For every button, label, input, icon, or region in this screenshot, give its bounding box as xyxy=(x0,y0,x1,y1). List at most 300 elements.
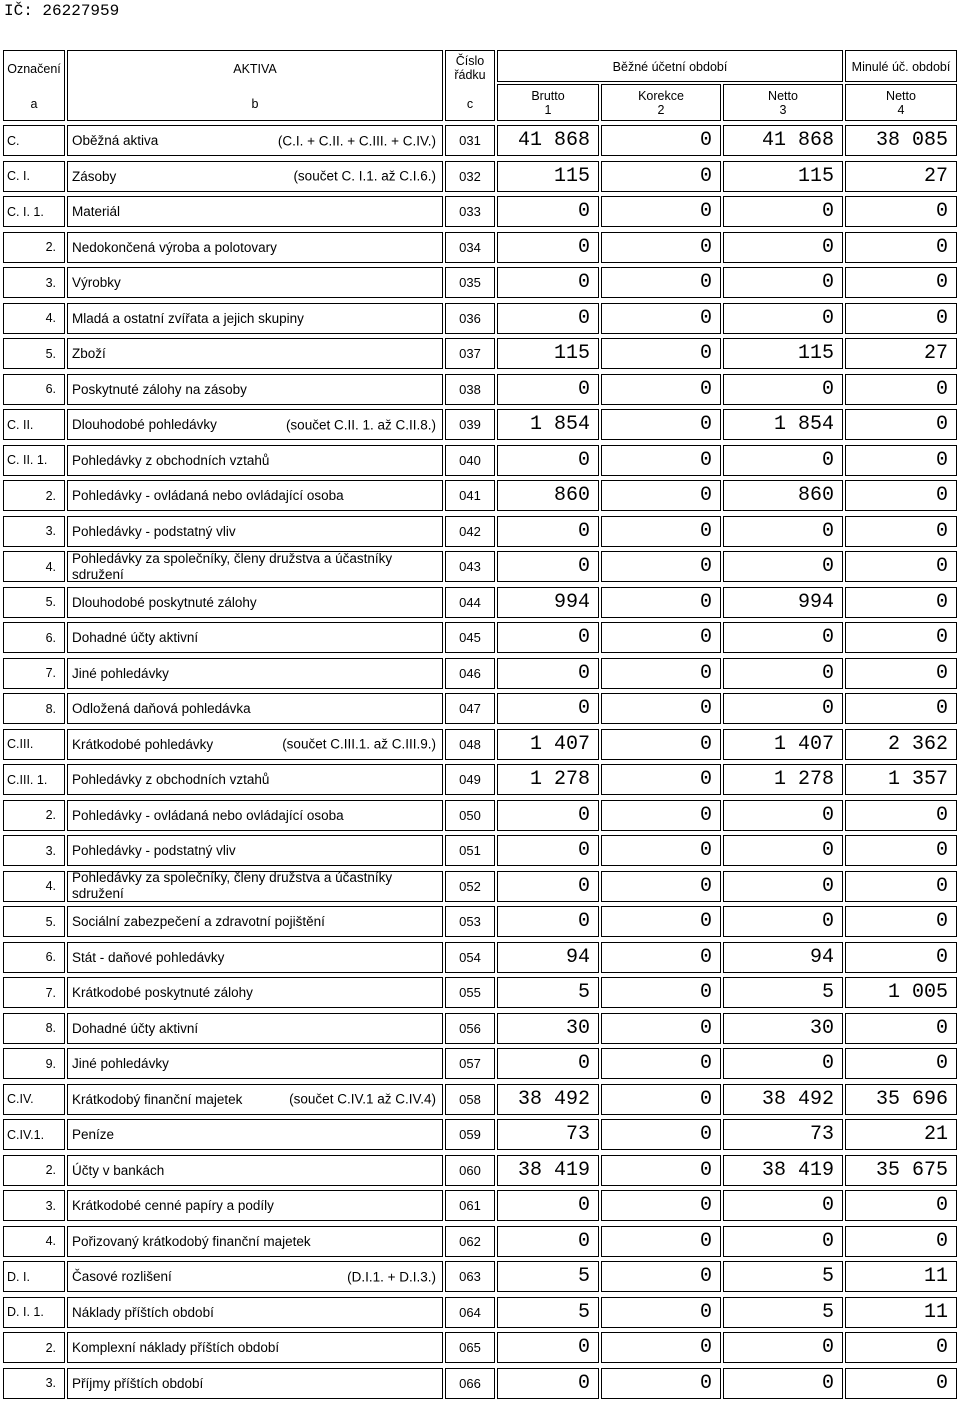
row-code: 6. xyxy=(3,622,65,653)
row-code: 3. xyxy=(3,835,65,866)
row-code: 6. xyxy=(3,374,65,405)
table-row xyxy=(3,585,957,621)
table-row xyxy=(3,727,957,763)
value-korekce: 0 xyxy=(601,267,721,298)
value-brutto: 0 xyxy=(497,551,599,582)
value-brutto: 0 xyxy=(497,303,599,334)
value-netto: 0 xyxy=(723,303,843,334)
row-number: 046 xyxy=(445,658,495,689)
value-brutto: 115 xyxy=(497,161,599,192)
value-netto-previous: 38 085 xyxy=(845,125,957,156)
value-netto: 0 xyxy=(723,445,843,476)
row-name xyxy=(67,303,443,334)
table-row xyxy=(3,336,957,372)
value-korekce: 0 xyxy=(601,338,721,369)
row-name xyxy=(67,1226,443,1257)
table-row xyxy=(3,940,957,976)
value-netto: 0 xyxy=(723,267,843,298)
table-row xyxy=(3,833,957,869)
value-korekce: 0 xyxy=(601,232,721,263)
value-netto: 115 xyxy=(723,161,843,192)
table-row xyxy=(3,549,957,585)
value-korekce: 0 xyxy=(601,1013,721,1044)
row-number: 050 xyxy=(445,800,495,831)
value-netto: 0 xyxy=(723,693,843,724)
row-number: 038 xyxy=(445,374,495,405)
row-number: 039 xyxy=(445,409,495,440)
row-number: 064 xyxy=(445,1297,495,1328)
table-row xyxy=(3,123,957,159)
row-name xyxy=(67,729,443,760)
value-brutto: 94 xyxy=(497,942,599,973)
value-brutto: 41 868 xyxy=(497,125,599,156)
value-netto-previous: 35 696 xyxy=(845,1084,957,1115)
row-name xyxy=(67,551,443,582)
value-korekce: 0 xyxy=(601,693,721,724)
table-row xyxy=(3,1295,957,1331)
row-code: 3. xyxy=(3,1368,65,1399)
value-netto: 30 xyxy=(723,1013,843,1044)
row-code: 4. xyxy=(3,871,65,902)
row-code: 3. xyxy=(3,267,65,298)
value-brutto: 0 xyxy=(497,1226,599,1257)
row-number: 055 xyxy=(445,977,495,1008)
table-row xyxy=(3,1330,957,1366)
value-korekce: 0 xyxy=(601,480,721,511)
value-netto: 1 278 xyxy=(723,764,843,795)
row-number: 045 xyxy=(445,622,495,653)
row-name xyxy=(67,125,443,156)
value-brutto: 115 xyxy=(497,338,599,369)
row-name xyxy=(67,1190,443,1221)
row-number: 043 xyxy=(445,551,495,582)
value-brutto: 0 xyxy=(497,835,599,866)
value-netto-previous: 11 xyxy=(845,1297,957,1328)
value-korekce: 0 xyxy=(601,551,721,582)
row-code: 7. xyxy=(3,977,65,1008)
value-korekce: 0 xyxy=(601,906,721,937)
row-name xyxy=(67,1368,443,1399)
value-korekce: 0 xyxy=(601,1190,721,1221)
header-cislo: Číslo xyxy=(455,54,485,68)
row-number: 056 xyxy=(445,1013,495,1044)
row-name xyxy=(67,1261,443,1292)
value-netto: 0 xyxy=(723,658,843,689)
value-netto: 5 xyxy=(723,977,843,1008)
row-name xyxy=(67,161,443,192)
row-name-text: Sociální zabezpečení a zdravotní pojištění xyxy=(72,914,325,929)
row-name-text: Pohledávky - ovládaná nebo ovládající osoba xyxy=(72,807,344,823)
value-brutto: 0 xyxy=(497,693,599,724)
table-row xyxy=(3,514,957,550)
row-number: 035 xyxy=(445,267,495,298)
row-name xyxy=(67,196,443,227)
row-code: 4. xyxy=(3,551,65,582)
row-name xyxy=(67,1332,443,1363)
table-row xyxy=(3,656,957,692)
row-number: 063 xyxy=(445,1261,495,1292)
value-netto-previous: 11 xyxy=(845,1261,957,1292)
row-code: 4. xyxy=(3,303,65,334)
row-name-text: Krátkodobé poskytnuté zálohy xyxy=(72,985,253,1000)
value-netto-previous: 0 xyxy=(845,1048,957,1079)
value-korekce: 0 xyxy=(601,587,721,618)
row-name xyxy=(67,232,443,263)
row-name-text: Dohadné účty aktivní xyxy=(72,1020,199,1036)
value-korekce: 0 xyxy=(601,729,721,760)
row-name-text: Jiné pohledávky xyxy=(72,665,169,681)
value-netto: 38 492 xyxy=(723,1084,843,1115)
value-brutto: 73 xyxy=(497,1119,599,1150)
value-netto-previous: 0 xyxy=(845,835,957,866)
value-netto-previous: 0 xyxy=(845,445,957,476)
row-name-line2: sdružení xyxy=(72,566,124,582)
header-netto: Netto xyxy=(768,89,798,103)
row-name xyxy=(67,871,443,902)
table-row xyxy=(3,194,957,230)
value-brutto: 0 xyxy=(497,196,599,227)
row-name xyxy=(67,445,443,476)
value-korekce: 0 xyxy=(601,1048,721,1079)
value-netto-previous: 0 xyxy=(845,622,957,653)
value-netto: 0 xyxy=(723,196,843,227)
value-netto: 0 xyxy=(723,1332,843,1363)
row-name-line1: Pohledávky za společníky, členy družstva a účastníky xyxy=(72,870,393,885)
value-netto-previous: 0 xyxy=(845,800,957,831)
row-code: 2. xyxy=(3,480,65,511)
row-sum-formula: (součet C.III.1. až C.III.9.) xyxy=(282,736,436,752)
table-body xyxy=(3,123,957,1401)
value-netto: 94 xyxy=(723,942,843,973)
row-sum-formula: (D.I.1. + D.I.3.) xyxy=(347,1269,436,1284)
value-brutto: 1 854 xyxy=(497,409,599,440)
row-number: 052 xyxy=(445,871,495,902)
row-code: 2. xyxy=(3,800,65,831)
value-netto: 38 419 xyxy=(723,1155,843,1186)
row-name-text: Zásoby xyxy=(72,168,117,184)
table-header xyxy=(3,48,957,123)
value-netto: 0 xyxy=(723,516,843,547)
row-number: 047 xyxy=(445,693,495,724)
table-row xyxy=(3,1259,957,1295)
header-radku: řádku xyxy=(454,68,486,82)
row-name xyxy=(67,977,443,1008)
value-korekce: 0 xyxy=(601,1368,721,1399)
value-brutto: 38 419 xyxy=(497,1155,599,1186)
value-korekce: 0 xyxy=(601,658,721,689)
table-row xyxy=(3,265,957,301)
value-brutto: 0 xyxy=(497,516,599,547)
row-code: C. II. 1. xyxy=(3,445,65,476)
value-korekce: 0 xyxy=(601,942,721,973)
row-number: 059 xyxy=(445,1119,495,1150)
table-row xyxy=(3,301,957,337)
value-netto-previous: 0 xyxy=(845,942,957,973)
value-korekce: 0 xyxy=(601,871,721,902)
row-number: 037 xyxy=(445,338,495,369)
value-brutto: 0 xyxy=(497,1332,599,1363)
value-netto: 0 xyxy=(723,800,843,831)
row-name-text: Komplexní náklady příštích období xyxy=(72,1340,280,1355)
row-name-text: Poskytnuté zálohy na zásoby xyxy=(72,381,247,397)
header-code-cell xyxy=(3,50,65,121)
row-name xyxy=(67,622,443,653)
row-name-text: Krátkodobý finanční majetek xyxy=(72,1091,243,1107)
header-minule: Minulé úč. období xyxy=(851,60,951,74)
row-name-text: Pohledávky - ovládaná nebo ovládající osoba xyxy=(72,488,344,503)
value-netto: 1 854 xyxy=(723,409,843,440)
row-name xyxy=(67,942,443,973)
row-name xyxy=(67,906,443,937)
row-name-text: Odložená daňová pohledávka xyxy=(72,701,251,716)
row-name xyxy=(67,1119,443,1150)
value-netto: 0 xyxy=(723,1226,843,1257)
row-name xyxy=(67,267,443,298)
value-netto-previous: 0 xyxy=(845,693,957,724)
row-name xyxy=(67,409,443,440)
row-code: C.IV.1. xyxy=(3,1119,65,1150)
row-number: 066 xyxy=(445,1368,495,1399)
value-brutto: 0 xyxy=(497,232,599,263)
value-netto: 994 xyxy=(723,587,843,618)
row-sum-formula: (součet C.IV.1 až C.IV.4) xyxy=(289,1091,436,1107)
row-name-text: Nedokončená výroba a polotovary xyxy=(72,239,277,255)
row-sum-formula: (C.I. + C.II. + C.III. + C.IV.) xyxy=(277,133,436,148)
table-row xyxy=(3,478,957,514)
row-name-text: Příjmy příštích období xyxy=(72,1375,204,1391)
header-c: c xyxy=(466,97,474,111)
row-number: 032 xyxy=(445,161,495,192)
row-name xyxy=(67,587,443,618)
value-netto-previous: 0 xyxy=(845,1013,957,1044)
value-brutto: 0 xyxy=(497,1368,599,1399)
value-netto: 1 407 xyxy=(723,729,843,760)
row-code: C.III. 1. xyxy=(3,764,65,795)
value-brutto: 860 xyxy=(497,480,599,511)
table-row xyxy=(3,407,957,443)
value-brutto: 38 492 xyxy=(497,1084,599,1115)
value-netto-previous: 0 xyxy=(845,232,957,263)
value-netto-previous: 0 xyxy=(845,1226,957,1257)
row-code: 8. xyxy=(3,1013,65,1044)
row-name-text: Dlouhodobé pohledávky xyxy=(72,417,217,432)
value-netto-previous: 0 xyxy=(845,303,957,334)
value-netto: 0 xyxy=(723,906,843,937)
row-number: 054 xyxy=(445,942,495,973)
row-number: 062 xyxy=(445,1226,495,1257)
row-name-text: Pohledávky z obchodních vztahů xyxy=(72,452,270,468)
value-korekce: 0 xyxy=(601,622,721,653)
value-netto-previous: 0 xyxy=(845,409,957,440)
value-netto-previous: 0 xyxy=(845,1190,957,1221)
value-brutto: 5 xyxy=(497,1261,599,1292)
table-row xyxy=(3,443,957,479)
value-netto: 0 xyxy=(723,232,843,263)
header-netto-cell xyxy=(723,84,843,121)
row-number: 040 xyxy=(445,445,495,476)
row-name-text: Časové rozlišení xyxy=(72,1269,172,1284)
value-korekce: 0 xyxy=(601,1084,721,1115)
value-brutto: 994 xyxy=(497,587,599,618)
value-netto: 860 xyxy=(723,480,843,511)
row-number: 061 xyxy=(445,1190,495,1221)
table-row xyxy=(3,1153,957,1189)
value-netto-previous: 0 xyxy=(845,1332,957,1363)
header-num-cell xyxy=(445,50,495,121)
value-netto-previous: 0 xyxy=(845,480,957,511)
row-number: 036 xyxy=(445,303,495,334)
value-netto: 0 xyxy=(723,622,843,653)
value-korekce: 0 xyxy=(601,1332,721,1363)
row-code: 4. xyxy=(3,1226,65,1257)
value-brutto: 0 xyxy=(497,658,599,689)
row-name xyxy=(67,1013,443,1044)
row-name-text: Stát - daňové pohledávky xyxy=(72,949,225,965)
value-netto: 0 xyxy=(723,871,843,902)
row-name xyxy=(67,800,443,831)
value-korekce: 0 xyxy=(601,125,721,156)
row-name-text: Krátkodobé cenné papíry a podíly xyxy=(72,1198,274,1213)
row-name-text: Pohledávky - podstatný vliv xyxy=(72,843,236,858)
row-code: 5. xyxy=(3,587,65,618)
row-code: 2. xyxy=(3,232,65,263)
table-row xyxy=(3,1117,957,1153)
value-netto-previous: 0 xyxy=(845,906,957,937)
value-korekce: 0 xyxy=(601,800,721,831)
header-korekce-n: 2 xyxy=(657,103,665,117)
value-netto-previous: 0 xyxy=(845,516,957,547)
value-brutto: 1 407 xyxy=(497,729,599,760)
value-netto-previous: 35 675 xyxy=(845,1155,957,1186)
value-netto-previous: 0 xyxy=(845,658,957,689)
row-number: 051 xyxy=(445,835,495,866)
row-code: 2. xyxy=(3,1155,65,1186)
header-b: b xyxy=(251,97,259,111)
value-korekce: 0 xyxy=(601,1297,721,1328)
row-number: 049 xyxy=(445,764,495,795)
row-code: C. xyxy=(3,125,65,156)
row-name-text: Materiál xyxy=(72,204,121,219)
value-brutto: 0 xyxy=(497,374,599,405)
row-number: 053 xyxy=(445,906,495,937)
value-brutto: 30 xyxy=(497,1013,599,1044)
row-code: 3. xyxy=(3,516,65,547)
row-name xyxy=(67,480,443,511)
row-name xyxy=(67,1048,443,1079)
row-name xyxy=(67,1084,443,1115)
value-korekce: 0 xyxy=(601,835,721,866)
value-korekce: 0 xyxy=(601,374,721,405)
value-korekce: 0 xyxy=(601,445,721,476)
balance-sheet-table xyxy=(3,48,957,1401)
header-netto2-cell xyxy=(845,84,957,121)
row-name-text: Dohadné účty aktivní xyxy=(72,630,199,645)
value-netto-previous: 1 005 xyxy=(845,977,957,1008)
header-minule-cell xyxy=(845,50,957,82)
value-netto: 5 xyxy=(723,1261,843,1292)
value-brutto: 0 xyxy=(497,1190,599,1221)
value-korekce: 0 xyxy=(601,1119,721,1150)
value-netto: 0 xyxy=(723,1190,843,1221)
row-name-text: Oběžná aktiva xyxy=(72,133,159,148)
value-korekce: 0 xyxy=(601,409,721,440)
value-brutto: 0 xyxy=(497,445,599,476)
row-name xyxy=(67,764,443,795)
row-name-text: Krátkodobé pohledávky xyxy=(72,736,214,752)
value-korekce: 0 xyxy=(601,196,721,227)
value-brutto: 5 xyxy=(497,977,599,1008)
table-row xyxy=(3,1011,957,1047)
row-code: 8. xyxy=(3,693,65,724)
row-name xyxy=(67,693,443,724)
row-name xyxy=(67,1297,443,1328)
row-number: 048 xyxy=(445,729,495,760)
row-number: 060 xyxy=(445,1155,495,1186)
header-bezne-cell xyxy=(497,50,843,82)
table-row xyxy=(3,691,957,727)
table-row xyxy=(3,762,957,798)
value-korekce: 0 xyxy=(601,1155,721,1186)
value-brutto: 0 xyxy=(497,622,599,653)
row-code: C.III. xyxy=(3,729,65,760)
table-row xyxy=(3,620,957,656)
row-name-text: Pořizovaný krátkodobý finanční majetek xyxy=(72,1233,311,1249)
row-number: 031 xyxy=(445,125,495,156)
row-name-line1: Pohledávky za společníky, členy družstva a účastníky xyxy=(72,550,393,566)
value-netto-previous: 27 xyxy=(845,161,957,192)
value-brutto: 0 xyxy=(497,871,599,902)
row-code: 7. xyxy=(3,658,65,689)
row-code: C. II. xyxy=(3,409,65,440)
row-name-text: Dlouhodobé poskytnuté zálohy xyxy=(72,594,257,610)
header-brutto: Brutto xyxy=(531,89,565,103)
table-row xyxy=(3,1046,957,1082)
value-netto-previous: 0 xyxy=(845,1368,957,1399)
row-name-text: Pohledávky - podstatný vliv xyxy=(72,523,236,539)
value-korekce: 0 xyxy=(601,1226,721,1257)
row-name-text: Náklady příštích období xyxy=(72,1304,214,1320)
header-brutto-n: 1 xyxy=(544,103,552,117)
row-name xyxy=(67,658,443,689)
value-korekce: 0 xyxy=(601,764,721,795)
table-row xyxy=(3,1224,957,1260)
value-netto: 5 xyxy=(723,1297,843,1328)
value-korekce: 0 xyxy=(601,303,721,334)
value-netto-previous: 0 xyxy=(845,587,957,618)
value-netto-previous: 27 xyxy=(845,338,957,369)
header-a: a xyxy=(30,97,38,111)
row-name-text: Pohledávky z obchodních vztahů xyxy=(72,772,270,787)
value-netto: 0 xyxy=(723,1048,843,1079)
row-code: 6. xyxy=(3,942,65,973)
row-code: C. I. xyxy=(3,161,65,192)
row-code: 5. xyxy=(3,906,65,937)
row-number: 041 xyxy=(445,480,495,511)
row-name-text: Mladá a ostatní zvířata a jejich skupiny xyxy=(72,310,304,326)
row-name-text: Účty v bankách xyxy=(72,1162,165,1178)
value-netto-previous: 21 xyxy=(845,1119,957,1150)
row-name-line2: sdružení xyxy=(72,886,124,901)
value-netto: 41 868 xyxy=(723,125,843,156)
row-name xyxy=(67,835,443,866)
row-code: C. I. 1. xyxy=(3,196,65,227)
value-netto-previous: 0 xyxy=(845,374,957,405)
value-korekce: 0 xyxy=(601,977,721,1008)
value-netto-previous: 0 xyxy=(845,196,957,227)
value-korekce: 0 xyxy=(601,1261,721,1292)
value-netto: 73 xyxy=(723,1119,843,1150)
header-oznaceni: Označení xyxy=(7,62,61,76)
